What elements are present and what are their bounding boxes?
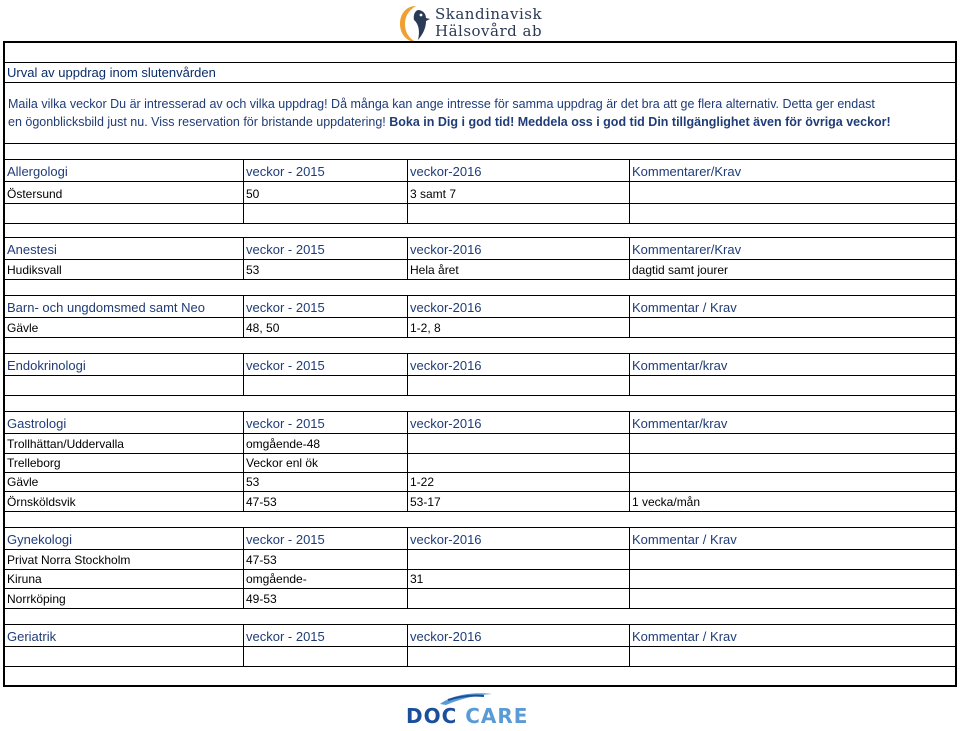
col-2016: veckor-2016 <box>407 296 629 317</box>
v2016-cell: Hela året <box>407 260 629 279</box>
section-title: Anestesi <box>7 242 57 257</box>
col-2016: veckor-2016 <box>407 354 629 375</box>
spreadsheet-grid <box>3 41 957 687</box>
doc-care-logo <box>406 690 536 730</box>
comment-cell <box>629 570 959 588</box>
col-2015: veckor - 2015 <box>243 354 407 375</box>
comment-cell <box>629 434 959 453</box>
v2015-cell: 53 <box>243 473 407 491</box>
intro-line1: Maila vilka veckor Du är intresserad av och vilka uppdrag! Då många kan ange intresse för samma uppdrag är det bra att ge flera alternativ. Detta ger endast <box>8 97 875 111</box>
table-row <box>5 260 955 280</box>
intro-title-row <box>5 63 955 83</box>
section-title: Allergologi <box>7 164 68 179</box>
intro-box <box>5 83 955 144</box>
doc-care-wordmark <box>406 704 528 728</box>
v2015-cell: 50 <box>243 182 407 203</box>
section-title: Gynekologi <box>7 532 73 547</box>
col-2015: veckor - 2015 <box>243 625 407 646</box>
empty-cell <box>407 376 629 395</box>
table-row <box>5 318 955 338</box>
v2016-cell: 1-22 <box>407 473 629 491</box>
v2016-cell <box>407 434 629 453</box>
empty-cell <box>243 204 407 223</box>
col-2015: veckor - 2015 <box>243 296 407 317</box>
section-header-barn <box>5 296 955 318</box>
place-cell: Privat Norra Stockholm <box>7 553 131 567</box>
col-comment: Kommentar / Krav <box>629 528 959 549</box>
care-text: CARE <box>465 704 529 728</box>
logo-line1: Skandinavisk <box>435 5 543 23</box>
comment-cell: dagtid samt jourer <box>629 260 959 279</box>
section-header-anestesi <box>5 238 955 260</box>
v2016-cell <box>407 550 629 569</box>
v2016-cell: 53-17 <box>407 492 629 511</box>
v2015-cell: 49-53 <box>243 589 407 608</box>
table-row <box>5 454 955 473</box>
place-cell: Norrköping <box>7 592 66 606</box>
col-comment: Kommentar/krav <box>629 412 959 433</box>
intro-title: Urval av uppdrag inom slutenvården <box>7 65 216 80</box>
v2015-cell: omgående- <box>243 570 407 588</box>
empty-row <box>5 396 955 412</box>
v2016-cell: 31 <box>407 570 629 588</box>
empty-cell <box>629 376 959 395</box>
col-2016: veckor-2016 <box>407 412 629 433</box>
col-2016: veckor-2016 <box>407 160 629 181</box>
place-cell: Kiruna <box>7 572 42 586</box>
empty-row <box>5 647 955 667</box>
empty-cell <box>629 647 959 666</box>
intro-highlight: Boka in Dig i god tid! Meddela oss i god tid Din tillgänglighet även för övriga veckor! <box>389 115 891 129</box>
col-comment: Kommentarer/Krav <box>629 238 959 259</box>
section-header-gastrologi <box>5 412 955 434</box>
col-comment: Kommentar/krav <box>629 354 959 375</box>
doc-text: DOC <box>406 704 458 728</box>
col-2016: veckor-2016 <box>407 625 629 646</box>
v2015-cell: 53 <box>243 260 407 279</box>
section-title: Barn- och ungdomsmed samt Neo <box>7 300 205 315</box>
place-cell: Trollhättan/Uddervalla <box>7 437 124 451</box>
table-row <box>5 182 955 204</box>
section-title: Geriatrik <box>7 629 57 644</box>
empty-row <box>5 280 955 296</box>
table-row <box>5 492 955 512</box>
table-row <box>5 589 955 609</box>
bird-icon <box>396 2 436 46</box>
col-2016: veckor-2016 <box>407 528 629 549</box>
v2015-cell: omgående-48 <box>243 434 407 453</box>
place-cell: Hudiksvall <box>7 263 62 277</box>
v2016-cell <box>407 454 629 472</box>
section-title: Gastrologi <box>7 416 67 431</box>
comment-cell <box>629 318 959 337</box>
empty-row <box>5 609 955 625</box>
place-cell: Gävle <box>7 475 39 489</box>
comment-cell <box>629 182 959 203</box>
empty-cell <box>243 647 407 666</box>
table-row <box>5 434 955 454</box>
comment-cell <box>629 473 959 491</box>
empty-row <box>5 204 955 224</box>
col-2015: veckor - 2015 <box>243 412 407 433</box>
v2015-cell: 47-53 <box>243 550 407 569</box>
col-comment: Kommentar / Krav <box>629 625 959 646</box>
col-comment: Kommentarer/Krav <box>629 160 959 181</box>
empty-cell <box>407 647 629 666</box>
comment-cell: 1 vecka/mån <box>629 492 959 511</box>
place-cell: Trelleborg <box>7 456 61 470</box>
v2015-cell: 48, 50 <box>243 318 407 337</box>
col-2015: veckor - 2015 <box>243 528 407 549</box>
intro-line2: en ögonblicksbild just nu. Viss reservation för bristande uppdatering! <box>8 115 386 129</box>
col-2016: veckor-2016 <box>407 238 629 259</box>
comment-cell <box>629 454 959 472</box>
table-row <box>5 570 955 589</box>
place-cell: Gävle <box>7 321 39 335</box>
section-header-gynekologi <box>5 528 955 550</box>
place-cell: Örnsköldsvik <box>7 495 76 509</box>
empty-row <box>5 512 955 528</box>
v2016-cell <box>407 589 629 608</box>
comment-cell <box>629 589 959 608</box>
v2016-cell: 1-2, 8 <box>407 318 629 337</box>
col-2015: veckor - 2015 <box>243 160 407 181</box>
col-2015: veckor - 2015 <box>243 238 407 259</box>
comment-cell <box>629 550 959 569</box>
section-header-allergologi <box>5 160 955 182</box>
empty-row <box>5 43 955 63</box>
section-header-geriatrik <box>5 625 955 647</box>
table-row <box>5 473 955 492</box>
empty-cell <box>243 376 407 395</box>
table-row <box>5 550 955 570</box>
empty-row <box>5 144 955 160</box>
col-comment: Kommentar / Krav <box>629 296 959 317</box>
v2015-cell: Veckor enl ök <box>243 454 407 472</box>
logo-line2: Hälsovård ab <box>435 22 543 40</box>
empty-cell <box>629 204 959 223</box>
v2016-cell: 3 samt 7 <box>407 182 629 203</box>
empty-row <box>5 338 955 354</box>
empty-row <box>5 376 955 396</box>
skandinavisk-halsovard-logo <box>396 2 556 46</box>
empty-row <box>5 224 955 238</box>
v2015-cell: 47-53 <box>243 492 407 511</box>
section-title: Endokrinologi <box>7 358 86 373</box>
place-cell: Östersund <box>7 187 63 201</box>
empty-cell <box>407 204 629 223</box>
section-header-endokrinologi <box>5 354 955 376</box>
